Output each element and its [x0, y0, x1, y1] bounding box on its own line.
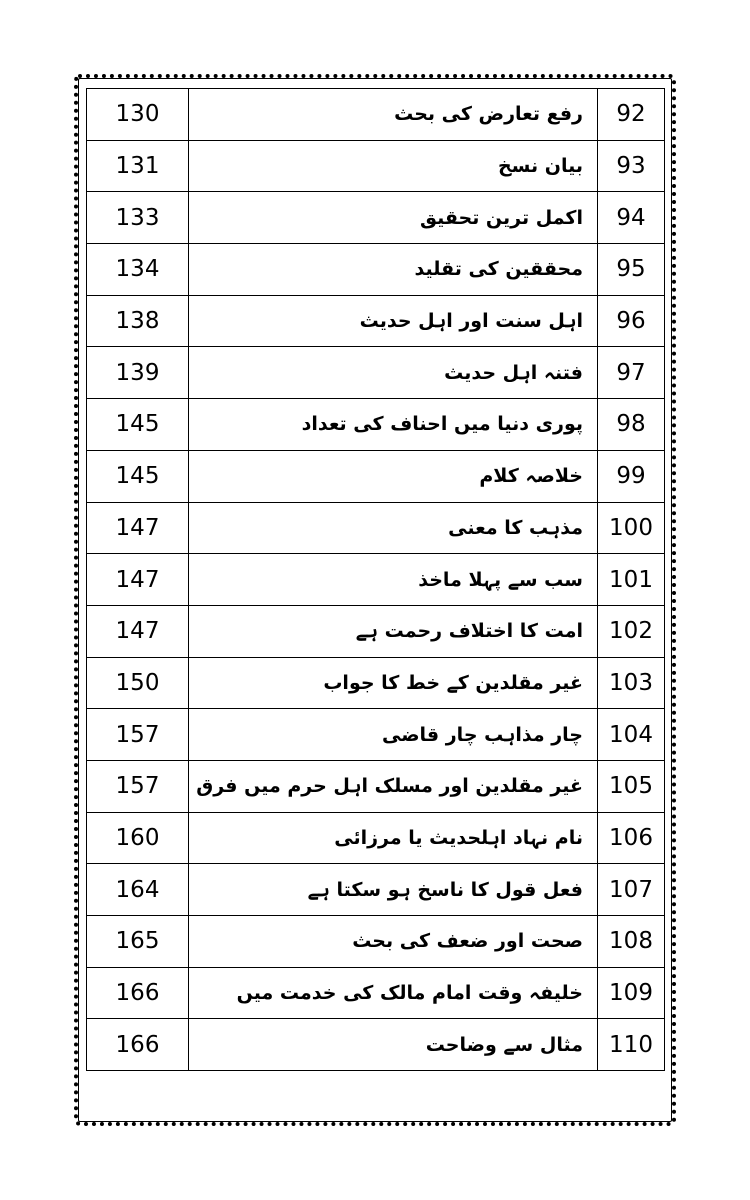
topic-title: نام نہاد اہلحدیث یا مرزائی	[189, 812, 598, 864]
serial-number: 102	[598, 605, 665, 657]
table-row	[87, 399, 665, 451]
table-row	[87, 916, 665, 968]
serial-number: 98	[598, 399, 665, 451]
table-row	[87, 812, 665, 864]
page-number: 131	[87, 140, 189, 192]
serial-number: 108	[598, 916, 665, 968]
table-row	[87, 709, 665, 761]
table-row	[87, 347, 665, 399]
page-number: 157	[87, 709, 189, 761]
topic-title: مثال سے وضاحت	[189, 1019, 598, 1071]
table-row	[87, 295, 665, 347]
table-row	[87, 760, 665, 812]
table-row	[87, 192, 665, 244]
page-number: 147	[87, 502, 189, 554]
serial-number: 95	[598, 244, 665, 296]
table-row	[87, 864, 665, 916]
page-number: 133	[87, 192, 189, 244]
page-number: 160	[87, 812, 189, 864]
topic-title: امت کا اختلاف رحمت ہے	[189, 605, 598, 657]
page-number: 165	[87, 916, 189, 968]
page-number: 157	[87, 760, 189, 812]
serial-number: 107	[598, 864, 665, 916]
topic-title: غیر مقلدین کے خط کا جواب	[189, 657, 598, 709]
table-row	[87, 605, 665, 657]
page-number: 130	[87, 89, 189, 141]
page-number: 145	[87, 450, 189, 502]
topic-title: بیان نسخ	[189, 140, 598, 192]
topic-title: غیر مقلدین اور مسلک اہل حرم میں فرق	[189, 760, 598, 812]
page-number: 147	[87, 554, 189, 606]
topic-title: اہل سنت اور اہل حدیث	[189, 295, 598, 347]
table-row	[87, 89, 665, 141]
topic-title: خلیفہ وقت امام مالک کی خدمت میں	[189, 967, 598, 1019]
serial-number: 92	[598, 89, 665, 141]
serial-number: 93	[598, 140, 665, 192]
serial-number: 106	[598, 812, 665, 864]
serial-number: 104	[598, 709, 665, 761]
topic-title: صحت اور ضعف کی بحث	[189, 916, 598, 968]
page-number: 166	[87, 1019, 189, 1071]
table-row	[87, 450, 665, 502]
serial-number: 105	[598, 760, 665, 812]
serial-number: 109	[598, 967, 665, 1019]
toc-body	[87, 89, 665, 1071]
table-row	[87, 554, 665, 606]
table-row	[87, 657, 665, 709]
serial-number: 100	[598, 502, 665, 554]
topic-title: فعل قول کا ناسخ ہو سکتا ہے	[189, 864, 598, 916]
topic-title: اکمل ترین تحقیق	[189, 192, 598, 244]
page-number: 145	[87, 399, 189, 451]
table-row	[87, 140, 665, 192]
serial-number: 96	[598, 295, 665, 347]
serial-number: 99	[598, 450, 665, 502]
serial-number: 110	[598, 1019, 665, 1071]
serial-number: 101	[598, 554, 665, 606]
topic-title: سب سے پہلا ماخذ	[189, 554, 598, 606]
serial-number: 94	[598, 192, 665, 244]
page-number: 134	[87, 244, 189, 296]
page-number: 150	[87, 657, 189, 709]
topic-title: محققین کی تقلید	[189, 244, 598, 296]
page-number: 138	[87, 295, 189, 347]
topic-title: رفع تعارض کی بحث	[189, 89, 598, 141]
serial-number: 103	[598, 657, 665, 709]
topic-title: فتنہ اہل حدیث	[189, 347, 598, 399]
topic-title: مذہب کا معنی	[189, 502, 598, 554]
page-number: 147	[87, 605, 189, 657]
table-row	[87, 244, 665, 296]
table-row	[87, 502, 665, 554]
table-of-contents	[86, 88, 665, 1071]
page-number: 139	[87, 347, 189, 399]
table-row	[87, 967, 665, 1019]
topic-title: چار مذاہب چار قاضی	[189, 709, 598, 761]
table-row	[87, 1019, 665, 1071]
page-number: 164	[87, 864, 189, 916]
topic-title: خلاصہ کلام	[189, 450, 598, 502]
serial-number: 97	[598, 347, 665, 399]
page-number: 166	[87, 967, 189, 1019]
topic-title: پوری دنیا میں احناف کی تعداد	[189, 399, 598, 451]
